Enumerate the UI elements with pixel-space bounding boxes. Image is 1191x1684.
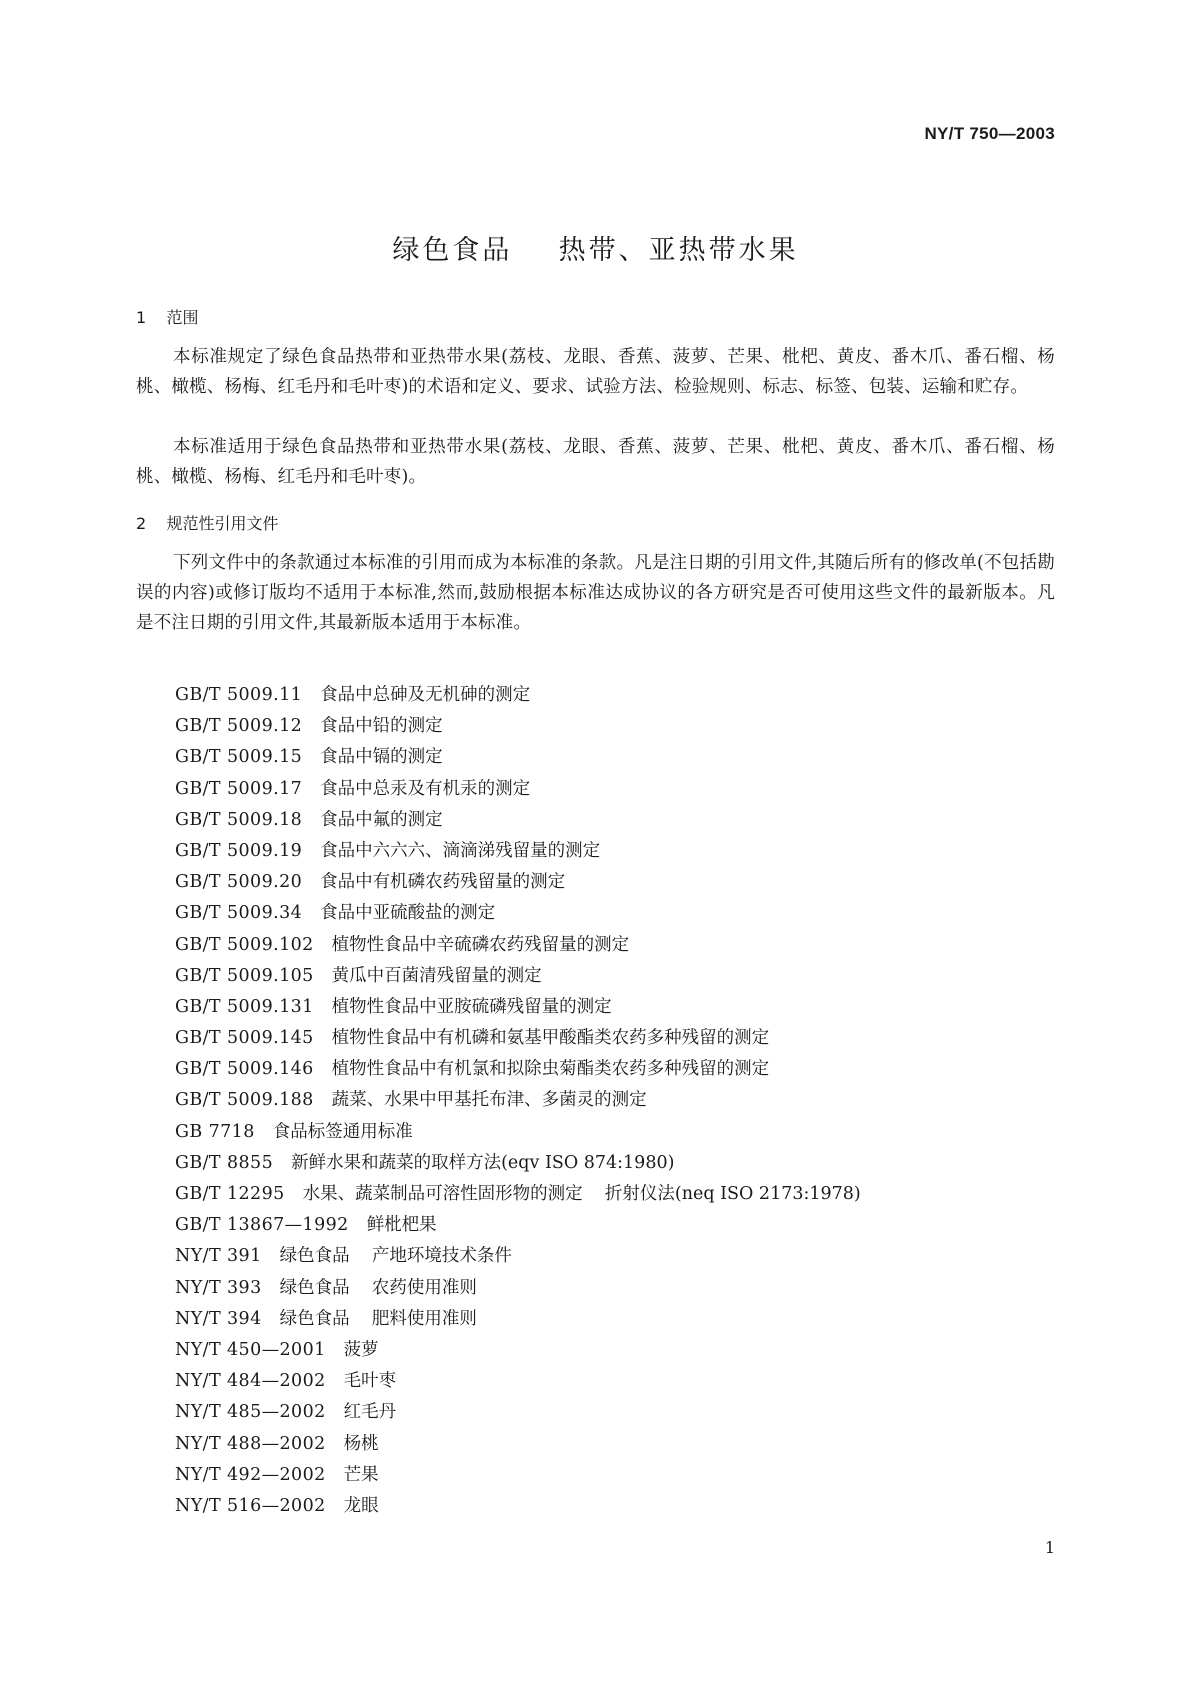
- reference-title: 食品中镉的测定: [320, 747, 443, 768]
- reference-code: GB 7718: [175, 1121, 255, 1142]
- reference-title: 杨桃: [343, 1433, 379, 1454]
- reference-title: 植物性食品中辛硫磷农药残留量的测定: [331, 934, 630, 955]
- reference-item: [175, 992, 861, 1023]
- reference-item: [175, 836, 861, 867]
- reference-item: [175, 1054, 861, 1085]
- page-number: 1: [1044, 1538, 1055, 1557]
- reference-title: 新鲜水果和蔬菜的取样方法(eqv ISO 874:1980): [291, 1152, 675, 1173]
- reference-item: [175, 1491, 861, 1522]
- reference-title: 绿色食品 肥料使用准则: [279, 1308, 477, 1329]
- reference-code: GB/T 5009.188: [175, 1090, 314, 1111]
- reference-item: [175, 930, 861, 961]
- reference-code: NY/T 484—2002: [175, 1371, 326, 1392]
- reference-code: GB/T 13867—1992: [175, 1215, 349, 1236]
- document-title: 绿色食品 热带、亚热带水果: [392, 235, 799, 266]
- reference-code: NY/T 516—2002: [175, 1495, 326, 1516]
- standard-code: NY/T 750—2003: [924, 124, 1055, 143]
- reference-code: GB/T 5009.12: [175, 716, 303, 737]
- reference-code: NY/T 450—2001: [175, 1339, 326, 1360]
- reference-title: 植物性食品中有机氯和拟除虫菊酯类农药多种残留的测定: [331, 1059, 770, 1080]
- reference-item: [175, 1023, 861, 1054]
- reference-item: [175, 774, 861, 805]
- reference-code: GB/T 5009.34: [175, 903, 303, 924]
- reference-item: [175, 805, 861, 836]
- reference-title: 食品中总汞及有机汞的测定: [320, 778, 531, 799]
- reference-code: NY/T 393: [175, 1277, 262, 1298]
- reference-item: [175, 742, 861, 773]
- reference-title: 毛叶枣: [343, 1371, 397, 1392]
- reference-item: [175, 1179, 861, 1210]
- reference-title: 水果、蔬菜制品可溶性固形物的测定 折射仪法(neq ISO 2173:1978): [302, 1184, 861, 1204]
- reference-code: GB/T 5009.19: [175, 840, 303, 861]
- reference-code: GB/T 8855: [175, 1152, 274, 1173]
- reference-item: [175, 1429, 861, 1460]
- reference-code: NY/T 488—2002: [175, 1433, 326, 1454]
- reference-code: GB/T 5009.15: [175, 747, 303, 768]
- reference-title: 食品中亚硫酸盐的测定: [320, 903, 496, 924]
- reference-item: [175, 680, 861, 711]
- reference-item: [175, 1335, 861, 1366]
- reference-item: [175, 1366, 861, 1397]
- scope-paragraph-2: 本标准适用于绿色食品热带和亚热带水果(荔枝、龙眼、香蕉、菠萝、芒果、枇杷、黄皮、番木爪、番石榴、杨桃、橄榄、杨梅、红毛丹和毛叶枣)。: [136, 437, 1055, 487]
- reference-title: 食品标签通用标准: [272, 1121, 413, 1142]
- reference-title: 菠萝: [343, 1339, 379, 1360]
- reference-item: [175, 961, 861, 992]
- reference-item: [175, 1085, 861, 1116]
- reference-title: 食品中氟的测定: [320, 809, 443, 830]
- reference-item: [175, 1241, 861, 1272]
- reference-code: GB/T 5009.105: [175, 965, 314, 986]
- reference-code: GB/T 5009.17: [175, 778, 303, 799]
- reference-item: [175, 1397, 861, 1428]
- reference-item: [175, 898, 861, 929]
- reference-item: [175, 1460, 861, 1491]
- reference-code: GB/T 12295: [175, 1184, 285, 1204]
- reference-item: [175, 1117, 861, 1148]
- reference-title: 红毛丹: [343, 1402, 397, 1423]
- reference-title: 食品中铅的测定: [320, 716, 443, 737]
- reference-code: GB/T 5009.146: [175, 1059, 314, 1080]
- reference-title: 绿色食品 产地环境技术条件: [279, 1246, 512, 1267]
- reference-title: 芒果: [343, 1464, 379, 1485]
- reference-item: [175, 1304, 861, 1335]
- reference-item: [175, 711, 861, 742]
- reference-item: [175, 1210, 861, 1241]
- reference-title: 龙眼: [343, 1495, 379, 1516]
- reference-code: GB/T 5009.11: [175, 685, 303, 705]
- reference-title: 食品中总砷及无机砷的测定: [320, 685, 531, 705]
- reference-title: 鲜枇杷果: [366, 1215, 437, 1236]
- section-heading-scope: 1 范围: [136, 308, 199, 327]
- reference-title: 黄瓜中百菌清残留量的测定: [331, 965, 542, 986]
- reference-title: 食品中有机磷农药残留量的测定: [320, 872, 566, 893]
- reference-title: 植物性食品中亚胺硫磷残留量的测定: [331, 996, 612, 1017]
- reference-code: GB/T 5009.18: [175, 809, 303, 830]
- reference-title: 植物性食品中有机磷和氨基甲酸酯类农药多种残留的测定: [331, 1028, 770, 1049]
- reference-code: GB/T 5009.102: [175, 934, 314, 955]
- normative-intro-paragraph: 下列文件中的条款通过本标准的引用而成为本标准的条款。凡是注日期的引用文件,其随后所有的修改单(不包括勘误的内容)或修订版均不适用于本标准,然而,鼓励根据本标准达成协议的各方研究是否可使用这些文件的最新版本。凡是不注日期的引用文件,其最新版本适用于本标准。: [136, 553, 1055, 633]
- reference-code: NY/T 391: [175, 1246, 262, 1267]
- reference-code: NY/T 485—2002: [175, 1402, 326, 1423]
- reference-title: 绿色食品 农药使用准则: [279, 1277, 477, 1298]
- scope-paragraph-1: 本标准规定了绿色食品热带和亚热带水果(荔枝、龙眼、香蕉、菠萝、芒果、枇杷、黄皮、番木爪、番石榴、杨桃、橄榄、杨梅、红毛丹和毛叶枣)的术语和定义、要求、试验方法、检验规则、标志、标签、包装、运输和贮存。: [136, 347, 1055, 397]
- section-heading-normative: 2 规范性引用文件: [136, 514, 279, 533]
- reference-item: [175, 867, 861, 898]
- reference-code: GB/T 5009.131: [175, 996, 314, 1017]
- reference-code: GB/T 5009.20: [175, 872, 303, 893]
- reference-code: NY/T 492—2002: [175, 1464, 326, 1485]
- reference-item: [175, 1273, 861, 1304]
- reference-code: GB/T 5009.145: [175, 1028, 314, 1049]
- reference-code: NY/T 394: [175, 1308, 262, 1329]
- reference-item: [175, 1148, 861, 1179]
- reference-title: 蔬菜、水果中甲基托布津、多菌灵的测定: [331, 1090, 647, 1111]
- reference-title: 食品中六六六、滴滴涕残留量的测定: [320, 840, 601, 861]
- reference-list: [175, 680, 861, 1522]
